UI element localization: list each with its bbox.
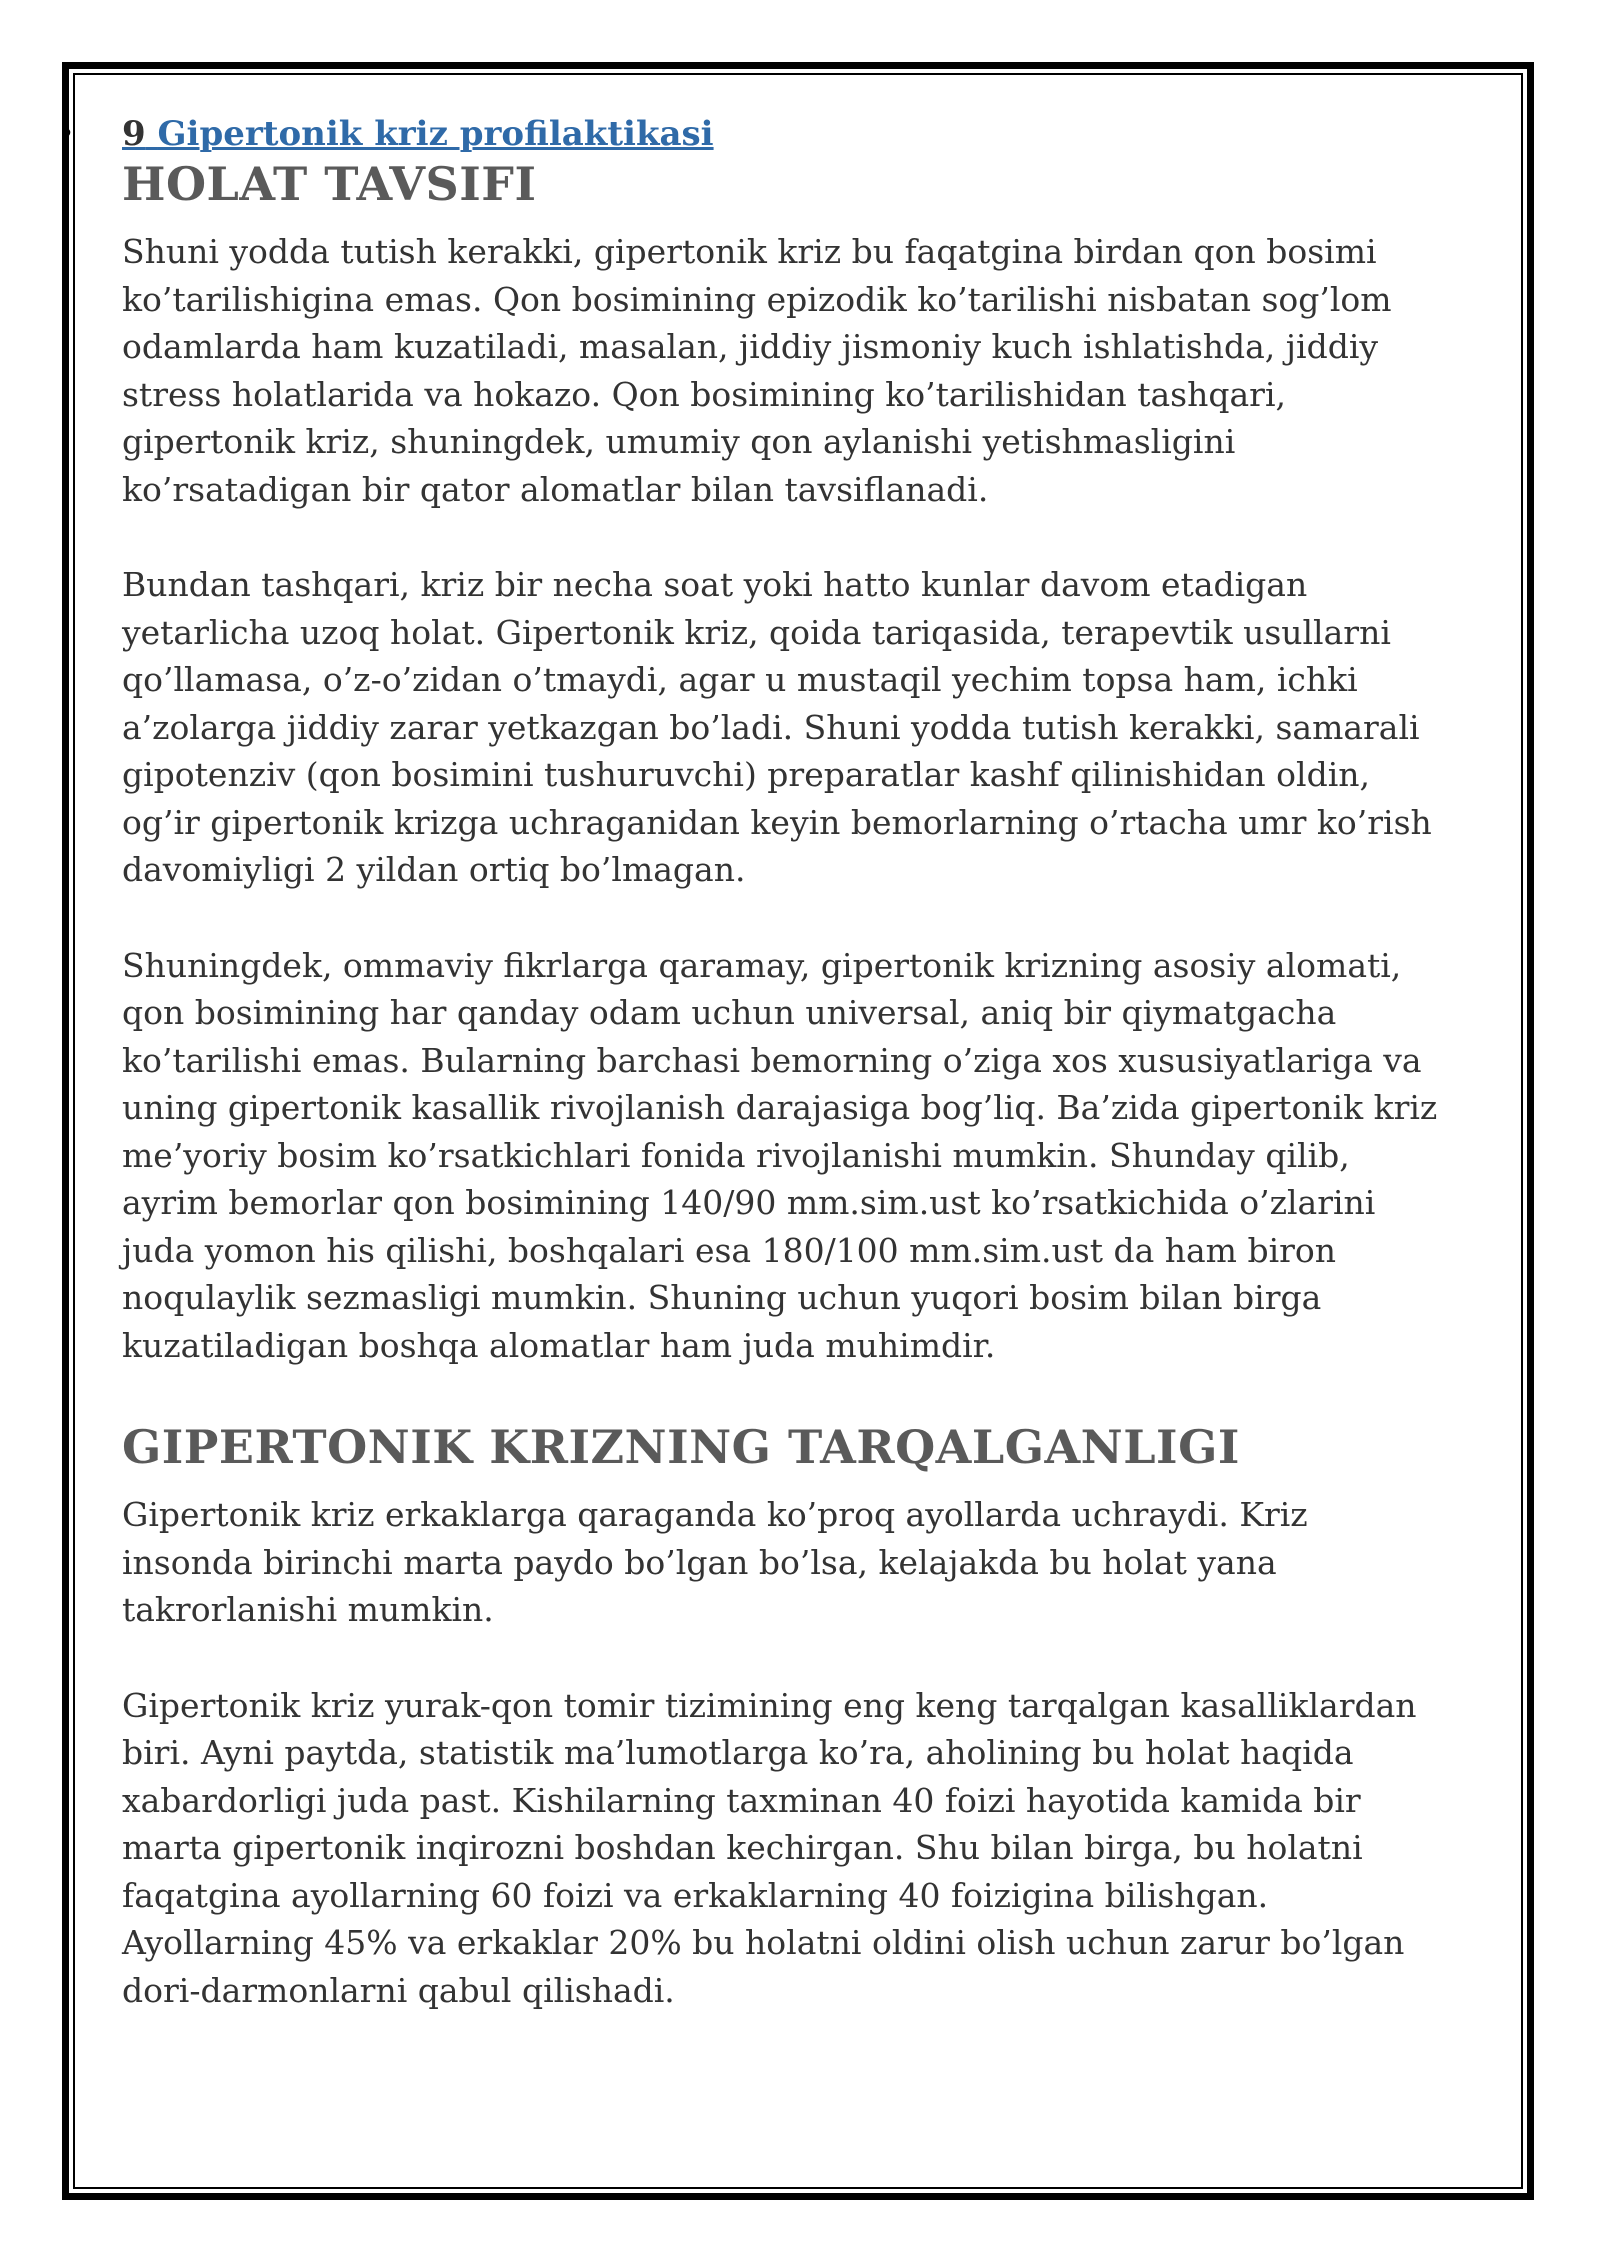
paragraph: Gipertonik kriz yurak-qon tomir tizimining eng keng tarqalgan kasalliklardan biri. Ayni paytda, statistik ma’lumotlarga ko’ra, aholining bu holat haqida xabardorligi juda past. Kishilarning taxminan 40 foizi hayotida kamida bir marta gipertonik inqirozni boshdan kechirgan. Shu bilan birga, bu holatni faqatgina ayollarning 60 foizi va erkaklarning 40 foizigina bilishgan. Ayollarning 45% va erkaklar 20% bu holatni oldini olish uchun zarur bo’lgan dori-darmonlarni qabul qilishadi. [122, 1685, 1417, 2010]
paragraph: Bundan tashqari, kriz bir necha soat yoki hatto kunlar davom etadigan yetarlicha uzoq holat. Gipertonik kriz, qoida tariqasida, terapevtik usullarni qo’llamasa, o’z-o’zidan o’tmaydi, agar u mustaqil yechim topsa ham, ichki a’zolarga jiddiy zarar yetkazgan bo’ladi. Shuni yodda tutish kerakki, samarali gipotenziv (qon bosimini tushuruvchi) preparatlar kashf qilinishidan oldin, og’ir gipertonik krizga uchraganidan keyin bemorlarning o’rtacha umr ko’rish davomiyligi 2 yildan ortiq bo’lmagan. [122, 565, 1432, 889]
toc-number: 9 [122, 114, 146, 154]
toc-link-text: Gipertonik kriz profilaktikasi [157, 114, 714, 154]
paragraph: Shuningdek, ommaviy fikrlarga qaramay, gipertonik krizning asosiy alomati, qon bosimining har qanday odam uchun universal, aniq bir qiymatgacha ko’tarilishi emas. Bularning barchasi bemorning o’ziga xos xususiyatlariga va uning gipertonik kasallik rivojlanish darajasiga bog’liq. Ba’zida gipertonik kriz me’yoriy bosim ko’rsatkichlari fonida rivojlanishi mumkin. Shunday qilib, ayrim bemorlar qon bosimining 140/90 mm.sim.ust ko’rsatkichida o’zlarini juda yomon his qilishi, boshqalari esa 180/100 mm.sim.ust da ham biron noqulaylik sezmasligi mumkin. Shuning uchun yuqori bosim bilan birga kuzatiladigan boshqa alomatlar ham juda muhimdir. [122, 945, 1438, 1365]
bullet-marker: • [58, 117, 75, 150]
toc-entry [58, 112, 1442, 156]
section-heading-holat-tavsifi: HOLAT TAVSIFI [122, 157, 537, 211]
document-body [58, 112, 1442, 2062]
paragraph: Shuni yodda tutish kerakki, gipertonik kriz bu faqatgina birdan qon bosimi ko’tarilishigina emas. Qon bosimining epizodik ko’tarilishi nisbatan sog’lom odamlarda ham kuzatiladi, masalan, jiddiy jismoniy kuch ishlatishda, jiddiy stress holatlarida va hokazo. Qon bosimining ko’tarilishidan tashqari, gipertonik kriz, shuningdek, umumiy qon aylanishi yetishmasligini ko’rsatadigan bir qator alomatlar bilan tavsiflanadi. [122, 232, 1392, 509]
section-heading-tarqalganligi: GIPERTONIK KRIZNING TARQALGANLIGI [122, 1420, 1240, 1474]
toc-link[interactable] [122, 114, 714, 154]
paragraph: Gipertonik kriz erkaklarga qaraganda ko’proq ayollarda uchraydi. Kriz insonda birinchi marta paydo bo’lgan bo’lsa, kelajakda bu holat yana takrorlanishi mumkin. [122, 1495, 1308, 1629]
